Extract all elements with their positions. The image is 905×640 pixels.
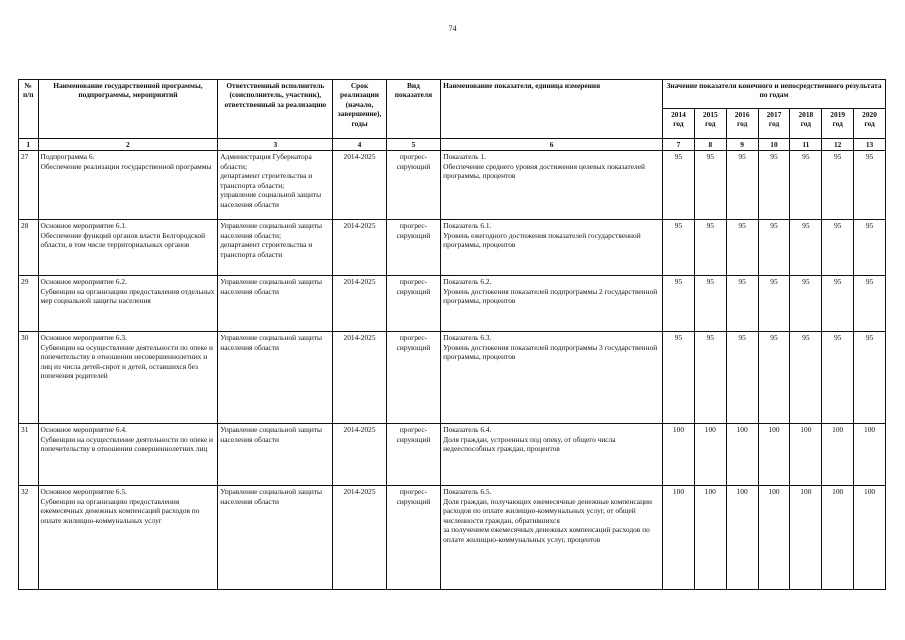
header-num: № п/п [19,80,39,139]
indicator-name: Показатель 6.4. Доля граждан, устроенных под опеку, от общего числа недееспособных граждан, процентов [441,424,663,486]
indicator-type: прогрес-сирующий [386,424,440,486]
year-value: 95 [726,151,758,220]
year-value: 100 [694,424,726,486]
year-value: 95 [854,332,886,424]
header-responsible: Ответственный исполнитель (соисполнитель, участник), ответственный за реализацию [218,80,333,139]
header-year: 2020 год [854,109,886,139]
row-number: 31 [19,424,39,486]
column-number: 9 [726,139,758,151]
year-value: 95 [694,332,726,424]
responsible-executor: Управление социальной защиты населения области [218,332,333,424]
year-value: 95 [663,151,695,220]
row-number: 29 [19,276,39,332]
column-number: 4 [333,139,386,151]
year-value: 100 [758,486,790,590]
program-name: Основное мероприятие 6.3. Субвенции на осуществление деятельности по опеке и попечительству в отношении несовершеннолетних и лиц из числа детей-сирот и детей, оставшихся без попечения родителей [38,332,218,424]
year-value: 95 [790,332,822,424]
column-number: 5 [386,139,440,151]
year-value: 95 [694,151,726,220]
responsible-executor: Управление социальной защиты населения области [218,276,333,332]
column-number: 11 [790,139,822,151]
year-value: 100 [854,424,886,486]
row-number: 27 [19,151,39,220]
year-value: 95 [726,220,758,276]
program-name: Основное мероприятие 6.2. Субвенции на организацию предоставления отдельных мер социальной защиты населения [38,276,218,332]
year-value: 95 [854,220,886,276]
year-value: 95 [663,332,695,424]
row-number: 28 [19,220,39,276]
header-name: Наименование государственной программы, подпрограммы, мероприятий [38,80,218,139]
table-row [19,151,886,220]
indicators-table [18,79,886,590]
column-number: 8 [694,139,726,151]
program-name: Основное мероприятие 6.1. Обеспечение функций органов власти Белгородской области, в том числе территориальных органов [38,220,218,276]
year-value: 95 [790,151,822,220]
implementation-period: 2014-2025 [333,276,386,332]
header-year: 2017 год [758,109,790,139]
table-row [19,220,886,276]
header-year: 2019 год [822,109,854,139]
program-name: Основное мероприятие 6.4. Субвенции на осуществление деятельности по опеке и попечительству в отношении совершеннолетних лиц [38,424,218,486]
indicator-name: Показатель 6.3. Уровень достижения показателей подпрограммы 3 государственной программы, процентов [441,332,663,424]
table-row [19,332,886,424]
year-value: 100 [854,486,886,590]
implementation-period: 2014-2025 [333,486,386,590]
header-row [19,80,886,109]
header-indicator: Наименование показателя, единица измерения [441,80,663,139]
year-value: 100 [694,486,726,590]
year-value: 95 [758,151,790,220]
indicator-type: прогрес-сирующий [386,486,440,590]
column-number: 3 [218,139,333,151]
implementation-period: 2014-2025 [333,424,386,486]
year-value: 95 [790,276,822,332]
responsible-executor: Управление социальной защиты населения области [218,486,333,590]
year-value: 95 [822,151,854,220]
implementation-period: 2014-2025 [333,332,386,424]
indicator-type: прогрес-сирующий [386,151,440,220]
header-values: Значение показателя конечного и непосредственного результата по годам [663,80,886,109]
implementation-period: 2014-2025 [333,151,386,220]
year-value: 95 [663,276,695,332]
year-value: 100 [790,486,822,590]
responsible-executor: Администрация Губернатора области; департамент строительства и транспорта области; управление социальной защиты населения области [218,151,333,220]
column-number: 12 [822,139,854,151]
header-year: 2014 год [663,109,695,139]
year-value: 100 [663,424,695,486]
table-row [19,276,886,332]
column-number: 7 [663,139,695,151]
year-value: 95 [854,151,886,220]
year-value: 95 [663,220,695,276]
year-value: 95 [790,220,822,276]
column-number: 1 [19,139,39,151]
indicator-type: прогрес-сирующий [386,332,440,424]
indicator-name: Показатель 6.5. Доля граждан, получающих ежемесячные денежные компенсации расходов по оплате жилищно-коммунальных услуг, от общей численности граждан, обратившихся за получением ежемесячных денежных компенсаций расходов по оплате жилищно-коммунальных услуг, процентов [441,486,663,590]
table-row [19,424,886,486]
row-number: 32 [19,486,39,590]
header-year: 2016 год [726,109,758,139]
year-value: 95 [694,220,726,276]
year-value: 100 [822,424,854,486]
implementation-period: 2014-2025 [333,220,386,276]
responsible-executor: Управление социальной защиты населения области [218,424,333,486]
year-value: 95 [758,332,790,424]
year-value: 100 [726,424,758,486]
year-value: 100 [790,424,822,486]
year-value: 95 [822,332,854,424]
header-period: Срок реализации (начало, завершение), годы [333,80,386,139]
responsible-executor: Управление социальной защиты населения области; департамент строительства и транспорта области [218,220,333,276]
column-numbers-row [19,139,886,151]
year-value: 95 [758,220,790,276]
year-value: 95 [822,276,854,332]
column-number: 13 [854,139,886,151]
indicator-type: прогрес-сирующий [386,276,440,332]
indicator-type: прогрес-сирующий [386,220,440,276]
year-value: 95 [758,276,790,332]
program-name: Основное мероприятие 6.5. Субвенции на организацию предоставления ежемесячных денежных компенсаций расходов по оплате жилищно-коммунальных услуг [38,486,218,590]
indicator-name: Показатель 1. Обеспечение среднего уровня достижения целевых показателей программы, процентов [441,151,663,220]
indicator-name: Показатель 6.2. Уровень достижения показателей подпрограммы 2 государственной программы, процентов [441,276,663,332]
row-number: 30 [19,332,39,424]
year-value: 100 [822,486,854,590]
year-value: 95 [694,276,726,332]
year-value: 95 [726,276,758,332]
year-value: 100 [726,486,758,590]
column-number: 2 [38,139,218,151]
program-name: Подпрограмма 6. Обеспечение реализации государственной программы [38,151,218,220]
header-year: 2015 год [694,109,726,139]
year-value: 95 [854,276,886,332]
indicator-name: Показатель 6.1. Уровень ежегодного достижения показателей государственной программы, процентов [441,220,663,276]
year-value: 95 [726,332,758,424]
year-value: 100 [758,424,790,486]
table-row [19,486,886,590]
page-number: 74 [448,24,457,33]
header-type: Вид показателя [386,80,440,139]
header-year: 2018 год [790,109,822,139]
column-number: 6 [441,139,663,151]
column-number: 10 [758,139,790,151]
table-body [19,151,886,590]
year-value: 95 [822,220,854,276]
year-value: 100 [663,486,695,590]
